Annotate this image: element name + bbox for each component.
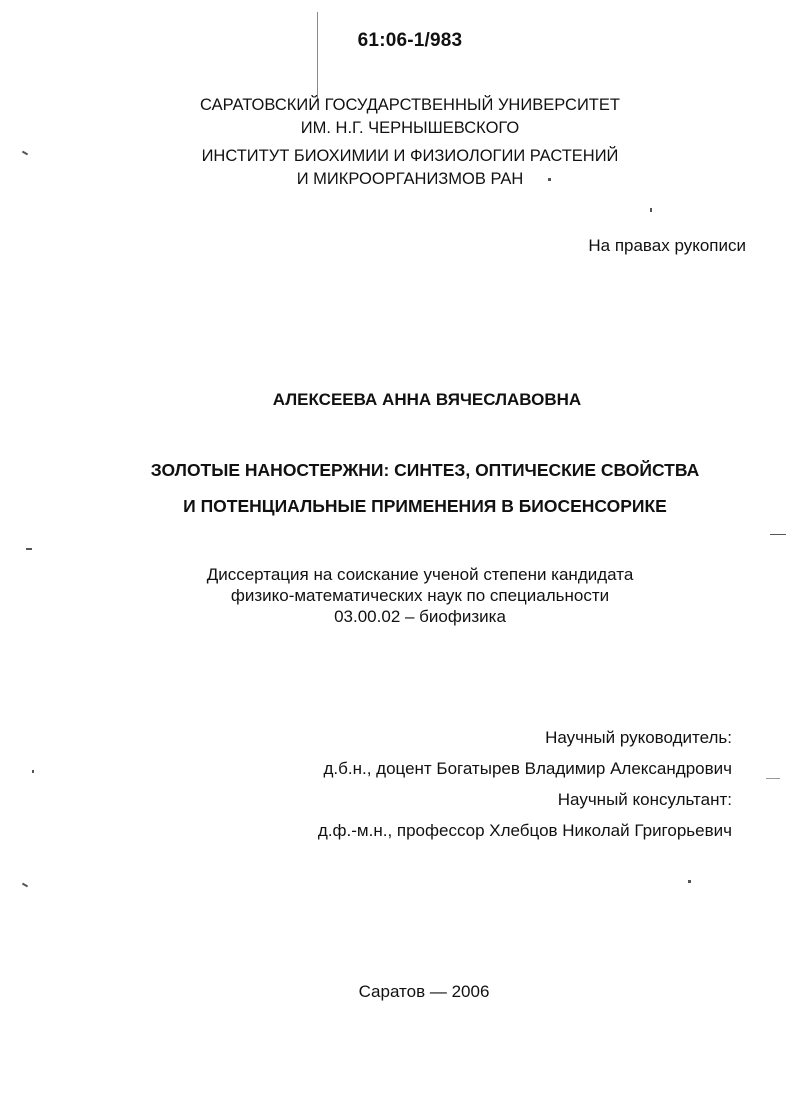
scan-speck bbox=[26, 548, 32, 550]
scan-speck bbox=[770, 534, 786, 535]
dissertation-title bbox=[60, 452, 790, 524]
degree-line-1: Диссертация на соискание ученой степени кандидата bbox=[206, 565, 634, 584]
scan-speck bbox=[766, 778, 780, 779]
degree-line-2: физико-математических наук по специальности bbox=[230, 586, 610, 605]
advisor-name: д.б.н., доцент Богатырев Владимир Александрович bbox=[323, 759, 732, 778]
archive-code: 61:06-1/983 bbox=[357, 30, 463, 51]
degree-statement bbox=[120, 564, 720, 627]
university-name: САРАТОВСКИЙ ГОСУДАРСТВЕННЫЙ УНИВЕРСИТЕТ bbox=[200, 96, 620, 114]
institute-block bbox=[140, 145, 680, 191]
scan-speck bbox=[650, 208, 652, 212]
title-line-1: ЗОЛОТЫЕ НАНОСТЕРЖНИ: СИНТЕЗ, ОПТИЧЕСКИЕ СВОЙСТВА bbox=[150, 460, 700, 480]
scan-speck bbox=[548, 178, 551, 181]
university-named-after: ИМ. Н.Г. ЧЕРНЫШЕВСКОГО bbox=[300, 119, 520, 137]
author-name: АЛЕКСЕЕВА АННА ВЯЧЕСЛАВОВНА bbox=[272, 390, 582, 409]
supervisors-block bbox=[230, 722, 732, 846]
scan-speck bbox=[688, 880, 691, 883]
title-line-2: И ПОТЕНЦИАЛЬНЫЕ ПРИМЕНЕНИЯ В БИОСЕНСОРИКЕ bbox=[183, 496, 667, 516]
rights-note: На правах рукописи bbox=[588, 236, 746, 255]
scan-speck bbox=[22, 883, 28, 888]
scan-speck bbox=[22, 151, 28, 156]
consultant-name: д.ф.-м.н., профессор Хлебцов Николай Григорьевич bbox=[317, 821, 732, 840]
university-block bbox=[140, 94, 680, 140]
scan-speck bbox=[32, 770, 34, 773]
institute-name: ИНСТИТУТ БИОХИМИИ И ФИЗИОЛОГИИ РАСТЕНИЙ bbox=[201, 147, 619, 165]
scan-artifact-line bbox=[317, 12, 318, 102]
consultant-label: Научный консультант: bbox=[557, 790, 732, 809]
institute-name-cont: И МИКРООРГАНИЗМОВ РАН bbox=[296, 170, 524, 188]
degree-line-3: 03.00.02 – биофизика bbox=[334, 607, 506, 626]
advisor-label: Научный руководитель: bbox=[545, 728, 732, 747]
place-year: Саратов — 2006 bbox=[358, 982, 490, 1001]
